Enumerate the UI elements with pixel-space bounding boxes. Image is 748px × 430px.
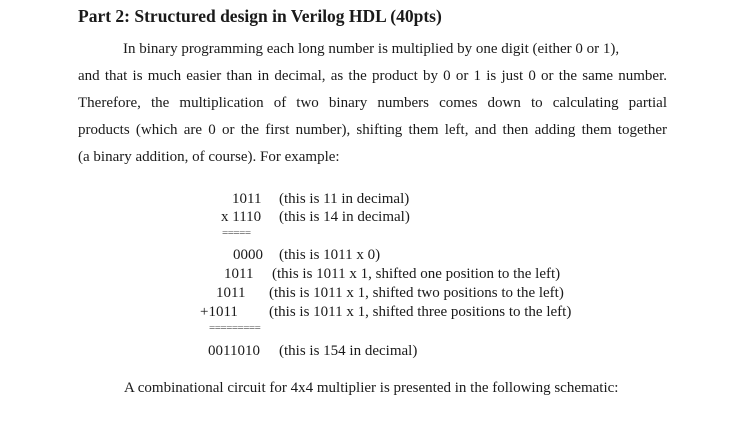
result-comment: (this is 154 in decimal) (279, 343, 418, 359)
partial-4-comment: (this is 1011 x 1, shifted three positions to the left) (269, 304, 572, 320)
closing-sentence: A combinational circuit for 4x4 multiplier is presented in the following schematic: (124, 380, 619, 396)
partial-1-comment: (this is 1011 x 0) (279, 247, 381, 263)
section-heading: Part 2: Structured design in Verilog HDL (40pts) (78, 6, 442, 26)
paragraph-line-2: and that is much easier than in decimal, as the product by 0 or 1 is just 0 or the same number. (78, 68, 667, 84)
operand-2-value: x 1110 (221, 209, 262, 225)
operand-1-comment: (this is 11 in decimal) (279, 191, 410, 207)
operand-1-value: 1011 (232, 191, 262, 207)
separator-line-1: ===== (222, 227, 251, 239)
paragraph-line-1: In binary programming each long number is multiplied by one digit (either 0 or 1), (123, 41, 620, 57)
operand-2-comment: (this is 14 in decimal) (279, 209, 410, 225)
paragraph-line-4: products (which are 0 or the first number), shifting them left, and then adding them together (78, 122, 667, 138)
partial-4-value: +1011 (200, 304, 238, 320)
paragraph-line-3: Therefore, the multiplication of two binary numbers comes down to calculating partial (78, 95, 667, 111)
result-value: 0011010 (208, 343, 260, 359)
partial-1-value: 0000 (233, 247, 263, 263)
separator-line-2: ========= (209, 322, 261, 334)
partial-3-comment: (this is 1011 x 1, shifted two positions to the left) (269, 285, 564, 301)
paragraph-line-5: (a binary addition, of course). For example: (78, 149, 340, 165)
partial-2-comment: (this is 1011 x 1, shifted one position to the left) (272, 266, 561, 282)
partial-2-value: 1011 (224, 266, 254, 282)
partial-3-value: 1011 (216, 285, 246, 301)
